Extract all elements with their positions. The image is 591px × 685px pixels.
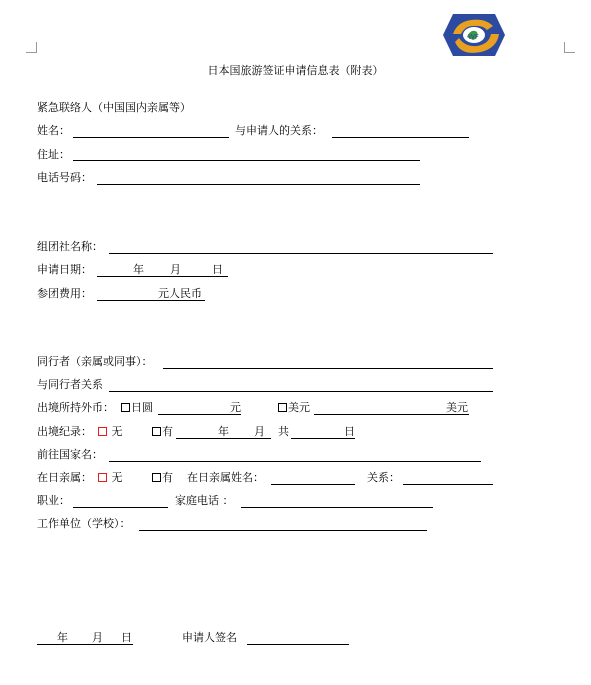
foreign-currency-label: 出境所持外币： xyxy=(37,401,114,414)
tour-fee-unit: 元人民币 xyxy=(158,287,202,300)
emergency-phone-field[interactable] xyxy=(97,184,420,185)
relative-relation-field[interactable] xyxy=(403,484,493,485)
agency-logo-icon xyxy=(441,12,507,58)
relatives-no-label: 无 xyxy=(111,471,123,484)
relatives-no-option xyxy=(98,471,123,485)
application-date-field[interactable] xyxy=(97,276,228,277)
applicant-signature-field[interactable] xyxy=(247,644,349,645)
applicant-signature-label: 申请人签名 xyxy=(182,631,237,644)
application-date-year: 年 xyxy=(133,263,144,276)
application-date-label: 申请日期： xyxy=(37,263,92,276)
occupation-field[interactable] xyxy=(73,507,168,508)
emergency-name-field[interactable] xyxy=(73,137,229,138)
record-day: 日 xyxy=(344,425,355,438)
companion-relation-field[interactable] xyxy=(109,391,493,392)
relatives-no-checkbox[interactable] xyxy=(98,473,107,482)
emergency-relation-label: 与申请人的关系： xyxy=(235,124,323,137)
home-phone-field[interactable] xyxy=(241,507,433,508)
relative-name-field[interactable] xyxy=(271,484,355,485)
application-date-month: 月 xyxy=(170,263,181,276)
record-total-label: 共 xyxy=(278,425,289,438)
page-corner-mark-left xyxy=(26,42,37,53)
relatives-yes-label: 有 xyxy=(162,471,173,484)
jpy-unit: 元 xyxy=(230,401,241,414)
relatives-yes-checkbox[interactable] xyxy=(152,473,161,482)
destination-field[interactable] xyxy=(109,461,481,462)
record-no-checkbox[interactable] xyxy=(98,427,107,436)
tour-fee-label: 参团费用： xyxy=(37,287,92,300)
page-corner-mark-right xyxy=(564,42,575,53)
emergency-address-field[interactable] xyxy=(73,160,420,161)
relative-relation-label: 关系： xyxy=(367,471,400,484)
emergency-name-label: 姓名： xyxy=(37,124,70,137)
home-phone-label: 家庭电话 ： xyxy=(175,494,234,507)
emergency-address-label: 住址： xyxy=(37,148,70,161)
record-no-label: 无 xyxy=(111,425,123,438)
workplace-field[interactable] xyxy=(139,530,427,531)
svg-text:WF: WF xyxy=(468,33,479,41)
jpy-label: 日圆 xyxy=(131,401,153,414)
signature-day: 日 xyxy=(121,631,132,644)
emergency-relation-field[interactable] xyxy=(332,137,469,138)
record-month: 月 xyxy=(254,425,265,438)
relatives-yes-option xyxy=(152,471,173,485)
usd-option xyxy=(278,401,310,415)
signature-month: 月 xyxy=(92,631,103,644)
agency-name-field[interactable] xyxy=(109,253,493,254)
jpy-option xyxy=(121,401,153,415)
record-no-option xyxy=(98,425,123,439)
companion-label: 同行者（亲属或同事）： xyxy=(37,355,153,368)
document-title: 日本国旅游签证申请信息表（附表） xyxy=(207,64,384,77)
relative-name-label: 在日亲属姓名： xyxy=(187,471,264,484)
application-date-day: 日 xyxy=(212,263,223,276)
record-yes-option xyxy=(152,425,173,439)
record-year: 年 xyxy=(218,425,229,438)
record-yes-label: 有 xyxy=(162,425,173,438)
usd-checkbox[interactable] xyxy=(278,403,287,412)
signature-year: 年 xyxy=(57,631,68,644)
jpy-checkbox[interactable] xyxy=(121,403,130,412)
emergency-phone-label: 电话号码： xyxy=(37,171,92,184)
usd-unit: 美元 xyxy=(446,401,468,414)
jpy-amount-field[interactable] xyxy=(158,414,241,415)
workplace-label: 工作单位（学校）： xyxy=(37,517,131,530)
relatives-in-japan-label: 在日亲属： xyxy=(37,471,92,484)
emergency-contact-heading: 紧急联络人（中国国内亲属等） xyxy=(37,101,191,114)
destination-label: 前往国家名： xyxy=(37,448,103,461)
signature-date-field[interactable] xyxy=(37,644,133,645)
record-yes-checkbox[interactable] xyxy=(152,427,161,436)
usd-label: 美元 xyxy=(288,401,310,414)
companion-field[interactable] xyxy=(163,368,493,369)
agency-name-label: 组团社名称： xyxy=(37,240,103,253)
companion-relation-label: 与同行者关系 xyxy=(37,378,103,391)
occupation-label: 职业： xyxy=(37,494,70,507)
departure-record-label: 出境纪录： xyxy=(37,425,92,438)
